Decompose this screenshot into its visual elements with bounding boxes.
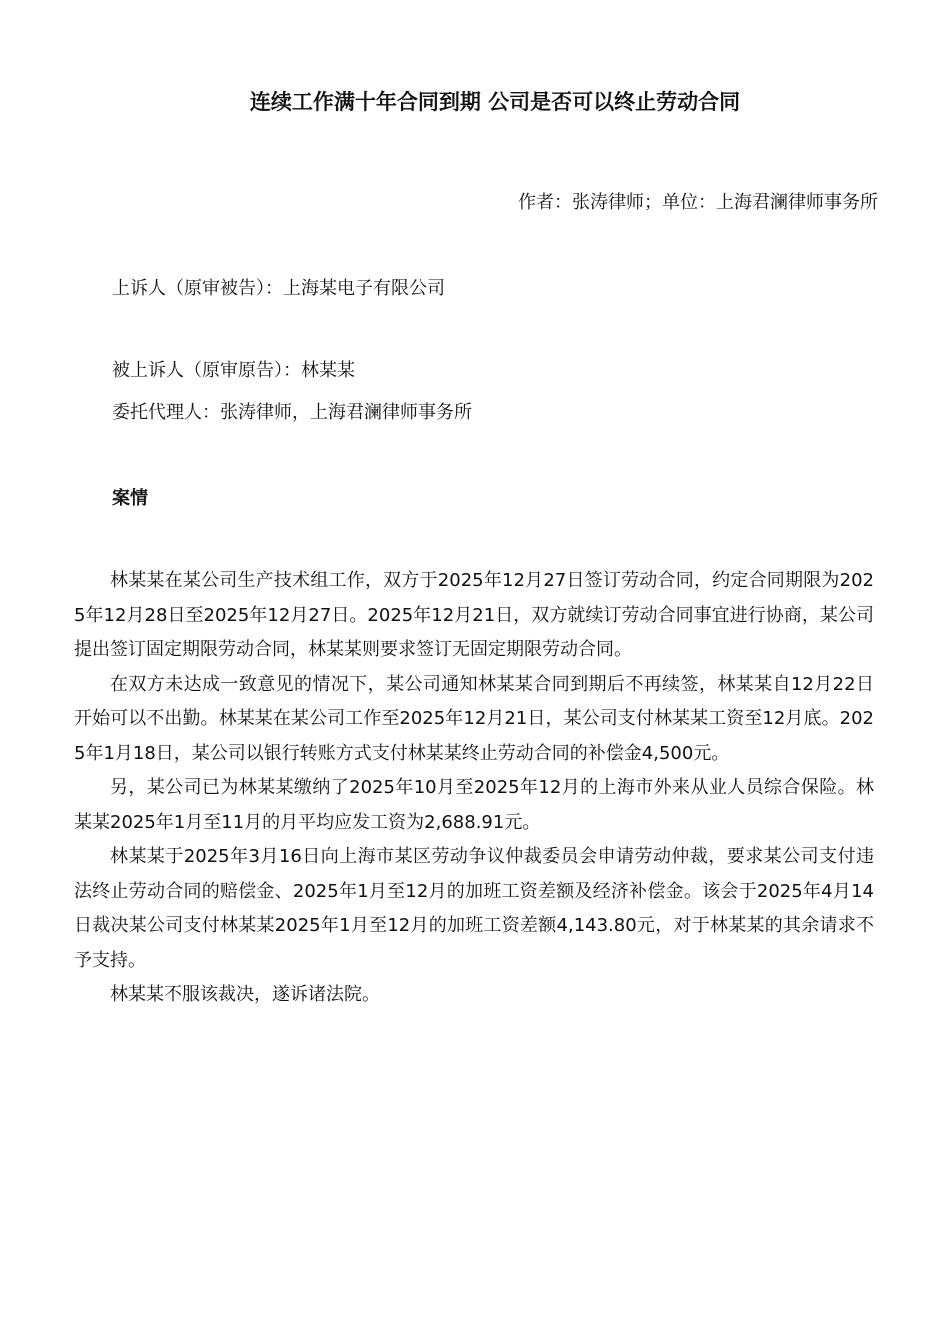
appellee-line: 被上诉人（原审原告）：林某某: [112, 360, 355, 381]
agent-line: 委托代理人：张涛律师，上海君澜律师事务所: [112, 402, 472, 423]
case-paragraph: 在双方未达成一致意见的情况下，某公司通知林某某合同到期后不再续签，林某某自12月22日开始可以不出勤。林某某在某公司工作至2025年12月21日，某公司支付林某某工资至12月底。2025年1月18日，某公司以银行转账方式支付林某某终止劳动合同的补偿金4,500元。: [74, 673, 874, 764]
appellant-line: 上诉人（原审被告）：上海某电子有限公司: [112, 278, 445, 299]
author-line: 作者：张涛律师；单位：上海君澜律师事务所: [518, 192, 878, 213]
case-paragraph: 另，某公司已为林某某缴纳了2025年10月至2025年12月的上海市外来从业人员综合保险。林某某2025年1月至11月的月平均应发工资为2,688.91元。: [74, 777, 874, 833]
case-paragraph: 林某某不服该裁决，遂诉诸法院。: [110, 984, 380, 1005]
document-title: 连续工作满十年合同到期 公司是否可以终止劳动合同: [249, 90, 741, 114]
section-heading: 案情: [112, 488, 148, 509]
case-paragraph: 林某某在某公司生产技术组工作，双方于2025年12月27日签订劳动合同，约定合同期限为2025年12月28日至2025年12月27日。2025年12月21日，双方就续订劳动合同事宜进行协商，某公司提出签订固定期限劳动合同，林某某则要求签订无固定期限劳动合同。: [74, 570, 874, 660]
case-body: [74, 564, 874, 1013]
case-paragraph: 林某某于2025年3月16日向上海市某区劳动争议仲裁委员会申请劳动仲裁，要求某公司支付违法终止劳动合同的赔偿金、2025年1月至12月的加班工资差额及经济补偿金。该会于2025年4月14日裁决某公司支付林某某2025年1月至12月的加班工资差额4,143.80元，对于林某某的其余请求不予支持。: [74, 846, 874, 971]
